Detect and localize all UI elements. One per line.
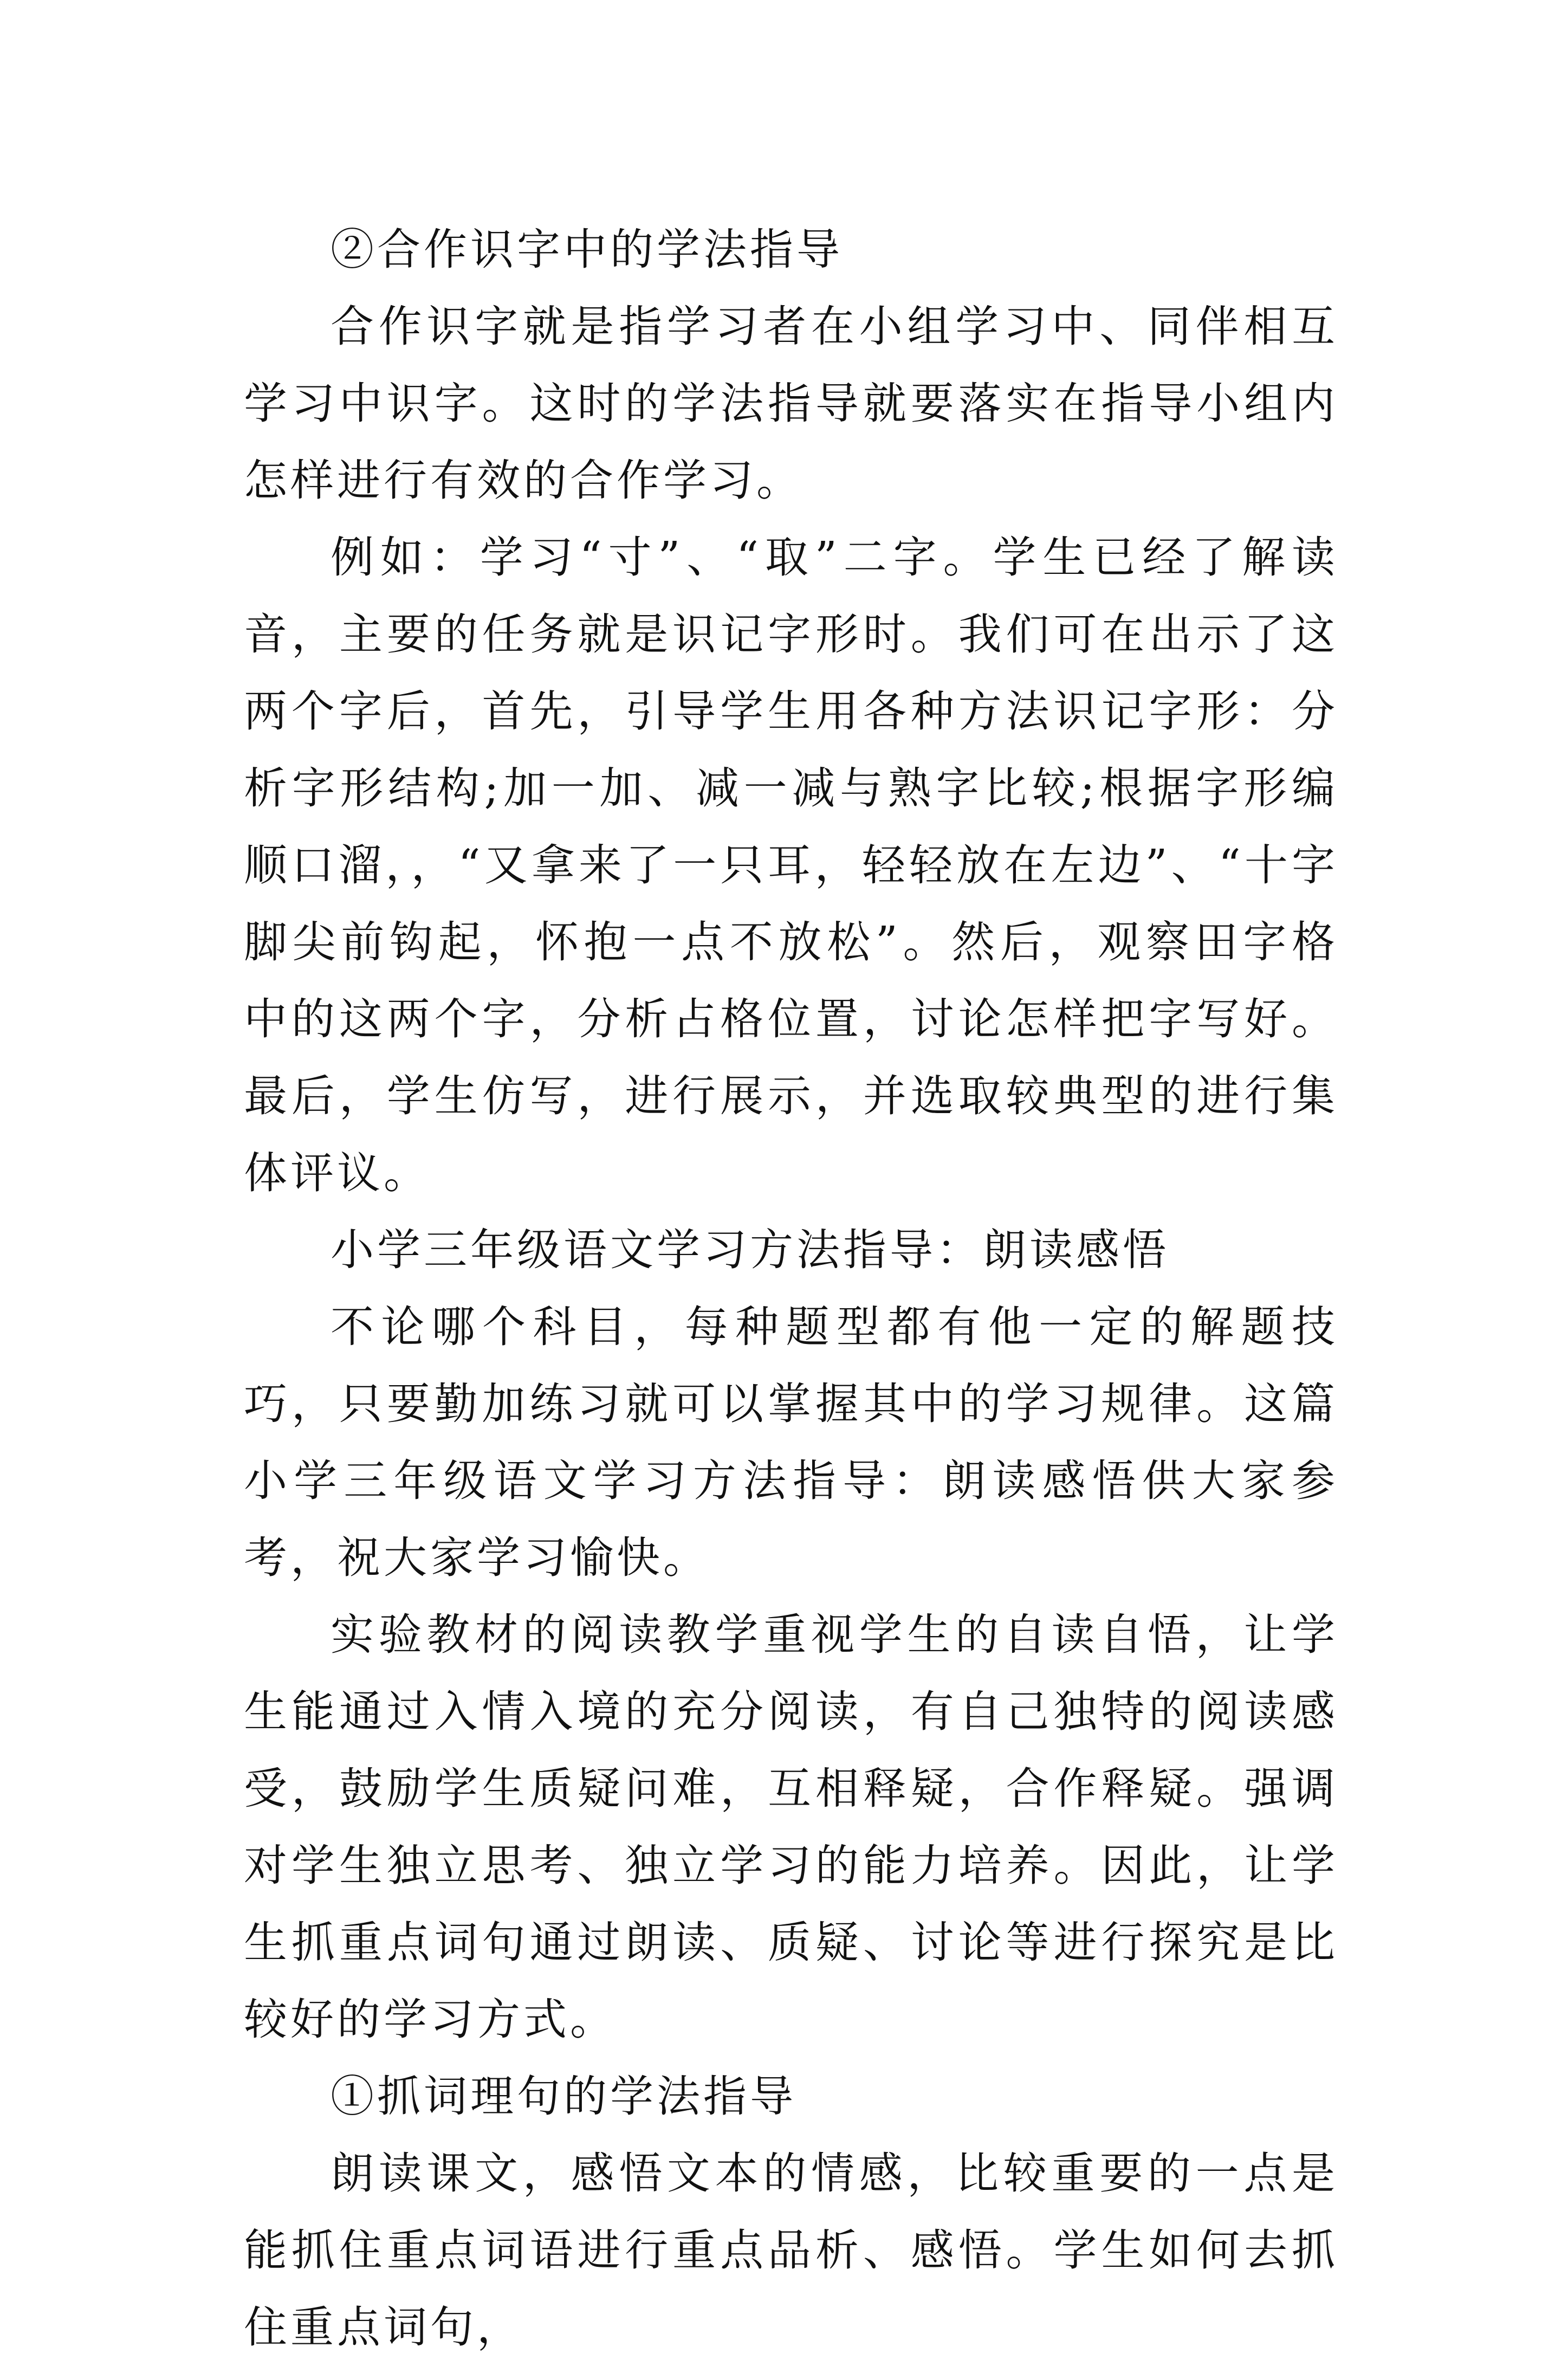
section-heading-cooperative-literacy: ②合作识字中的学法指导 xyxy=(331,224,843,275)
document-body xyxy=(244,211,1338,2366)
section-heading-key-words: ①抓词理句的学法指导 xyxy=(331,2071,796,2122)
paragraph-key-words-reading: 朗读课文，感悟文本的情感，比较重要的一点是能抓住重点词语进行重点品析、感悟。学生如何去抓住重点词句， xyxy=(244,2148,1338,2352)
paragraph-cooperative-literacy-definition: 合作识字就是指学习者在小组学习中、同伴相互学习中识字。这时的学法指导就要落实在指导小组内怎样进行有效的合作学习。 xyxy=(244,301,1338,506)
paragraph-experimental-textbook: 实验教材的阅读教学重视学生的自读自悟，让学生能通过入情入境的充分阅读，有自己独特的阅读感受，鼓励学生质疑问难，互相释疑，合作释疑。强调对学生独立思考、独立学习的能力培养。因此，让学生抓重点词句通过朗读、质疑、讨论等进行探究是比较好的学习方式。 xyxy=(244,1609,1338,2045)
section-heading-reading-aloud: 小学三年级语文学习方法指导：朗读感悟 xyxy=(331,1225,1169,1275)
paragraph-intro-reading-guide: 不论哪个科目，每种题型都有他一定的解题技巧，只要勤加练习就可以掌握其中的学习规律。这篇小学三年级语文学习方法指导：朗读感悟供大家参考，祝大家学习愉快。 xyxy=(244,1302,1338,1583)
paragraph-example-cun-qu: 例如：学习“寸”、“取”二字。学生已经了解读音，主要的任务就是识记字形时。我们可在出示了这两个字后，首先，引导学生用各种方法识记字形：分析字形结构;加一加、减一减与熟字比较;根据字形编顺口溜，，“又拿来了一只耳，轻轻放在左边”、“十字脚尖前钩起，怀抱一点不放松”。然后，观察田字格中的这两个字，分析占格位置，讨论怎样把字写好。最后，学生仿写，进行展示，并选取较典型的进行集体评议。 xyxy=(244,532,1338,1198)
